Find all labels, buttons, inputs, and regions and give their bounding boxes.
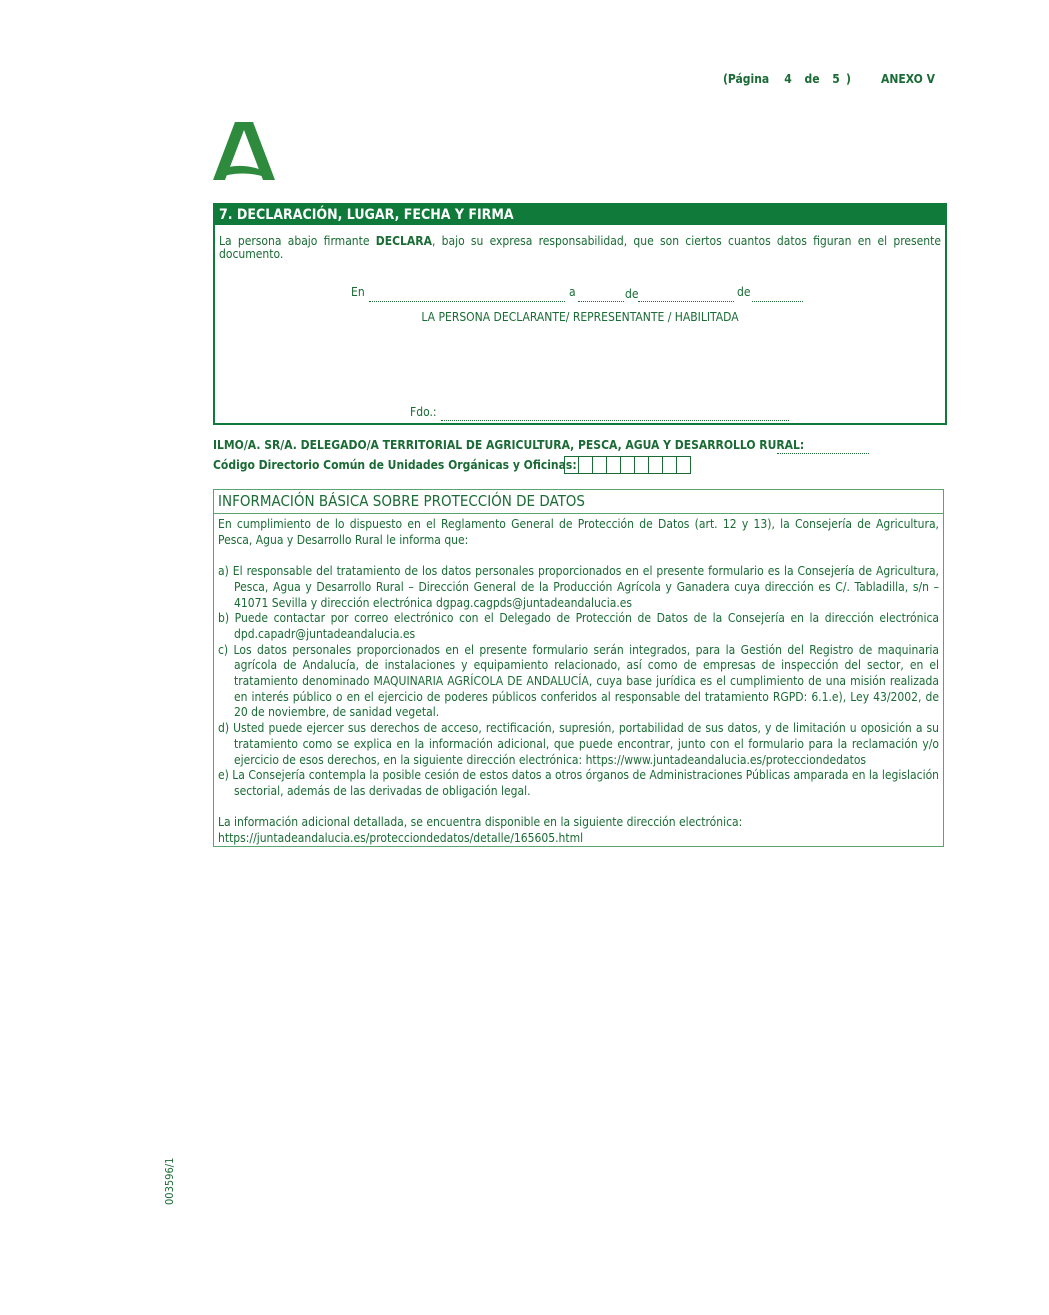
month-field[interactable] (638, 287, 734, 302)
annex-label: ANEXO V (881, 72, 935, 86)
code-box[interactable] (635, 457, 649, 473)
code-box[interactable] (579, 457, 593, 473)
page-total: 5 (832, 72, 840, 86)
privacy-item-a: a) El responsable del tratamiento de los datos personales proporcionados en el presente formulario es la Consejería de Agricultura, Pesca, Agua y Desarrollo Rural – Dirección General de la Producción Agrícola y Ganadera cuya dirección es C/. Tabladilla, s/n – 41071 Sevilla y dirección electrónica dgpag.cagpds@juntadeandalucia.es (218, 564, 939, 610)
code-box[interactable] (677, 457, 690, 473)
section7-title: 7. DECLARACIÓN, LUGAR, FECHA Y FIRMA (215, 205, 945, 225)
place-label: En (351, 285, 365, 299)
code-box[interactable] (663, 457, 677, 473)
data-protection-section (213, 489, 944, 847)
codigo-label: Código Directorio Común de Unidades Orgánicas y Oficinas: (213, 458, 577, 472)
addressee-label: ILMO/A. SR/A. DELEGADO/A TERRITORIAL DE AGRICULTURA, PESCA, AGUA Y DESARROLLO RURAL: (213, 438, 805, 452)
privacy-intro: En cumplimiento de lo dispuesto en el Reglamento General de Protección de Datos (art. 12 y 13), la Consejería de Agricultura, Pesca, Agua y Desarrollo Rural le informa que: (218, 517, 939, 547)
code-box[interactable] (607, 457, 621, 473)
document-code: 003596/1 (163, 1157, 176, 1205)
privacy-item-e: e) La Consejería contempla la posible cesión de estos datos a otros órganos de Administraciones Públicas amparada en la legislación sectorial, además de las derivadas de obligación legal. (218, 768, 940, 798)
page-current: 4 (784, 72, 792, 86)
signature-field[interactable] (441, 406, 789, 421)
place-field[interactable] (369, 287, 565, 302)
day-field[interactable] (578, 287, 624, 302)
privacy-item-d: d) Usted puede ejercer sus derechos de acceso, rectificación, supresión, portabilidad de sus datos, y de limitación u oposición a su tratamiento como se explica en la información adicional, que puede encontrar, junto con el formulario para la reclamación y/o ejercicio de esos derechos, en la siguiente dirección electrónica: https://www.juntadeandalucia.es/protecciondedatos (218, 721, 939, 767)
codigo-boxes[interactable] (564, 456, 691, 474)
page-header (723, 72, 953, 86)
junta-andalucia-logo-icon (213, 120, 275, 182)
a-label: a (569, 285, 576, 299)
declaration-section (213, 203, 947, 425)
declaration-after: , bajo su expresa responsabilidad, que son ciertos cuantos datos figuran en el presente documento. (219, 234, 941, 261)
code-box[interactable] (593, 457, 607, 473)
page-close-paren: ) (846, 72, 851, 86)
addressee-field[interactable] (777, 440, 869, 454)
privacy-body (214, 514, 943, 847)
code-box[interactable] (621, 457, 635, 473)
pagina-label: (Página (723, 72, 770, 86)
de-label-1: de (625, 287, 639, 301)
declaration-before: La persona abajo firmante (219, 234, 376, 248)
de-label-2: de (737, 285, 751, 299)
page-de-label: de (804, 72, 820, 86)
privacy-item-b: b) Puede contactar por correo electrónico con el Delegado de Protección de Datos de la Consejería en la dirección electrónica dpd.capadr@juntadeandalucia.es (218, 611, 939, 641)
declaration-bold: DECLARA (375, 234, 432, 248)
privacy-footer-link[interactable]: https://juntadeandalucia.es/protecciondedatos/detalle/165605.html (218, 831, 584, 846)
privacy-title: INFORMACIÓN BÁSICA SOBRE PROTECCIÓN DE DATOS (214, 490, 943, 514)
signer-title: LA PERSONA DECLARANTE/ REPRESENTANTE / HABILITADA (421, 310, 739, 324)
privacy-item-c: c) Los datos personales proporcionados en el presente formulario serán integrados, para la Gestión del Registro de maquinaria agrícola de Andalucía, de instalaciones y equipamiento relacionado, así como de empresas de inspección del sector, en el tratamiento denominado MAQUINARIA AGRÍCOLA DE ANDALUCÍA, cuya base jurídica es el cumplimiento de una misión realizada en interés público o en el ejercicio de poderes públicos conferidos al responsable del tratamiento RGPD: 6.1.e), Ley 43/2002, de 20 de noviembre, de sanidad vegetal. (218, 642, 939, 720)
declaration-text (219, 235, 941, 261)
code-box[interactable] (649, 457, 663, 473)
signature-label: Fdo.: (410, 405, 437, 419)
year-field[interactable] (752, 287, 803, 302)
code-box[interactable] (565, 457, 579, 473)
privacy-footer-line1: La información adicional detallada, se encuentra disponible en la siguiente dirección electrónica: (218, 815, 743, 830)
